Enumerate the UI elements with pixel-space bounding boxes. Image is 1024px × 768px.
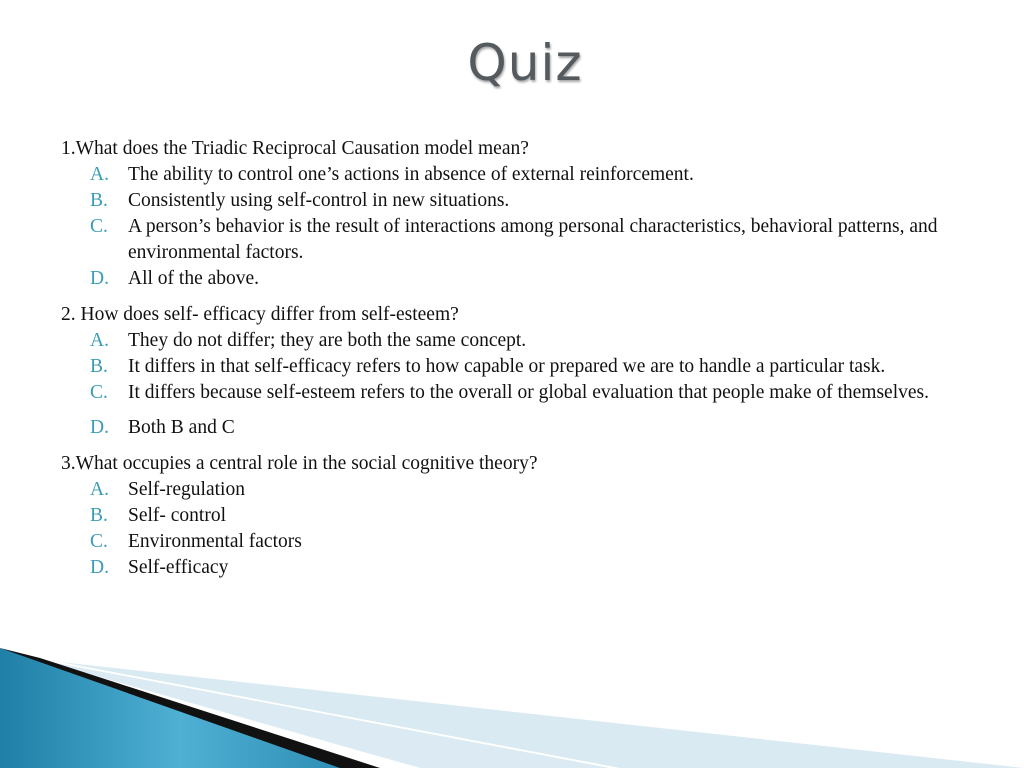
option-text: Consistently using self-control in new situations. [128,190,510,211]
option-list [61,328,971,441]
option-letter: A. [90,330,109,351]
option-text: All of the above. [128,268,260,289]
option-letter: A. [90,479,109,500]
question-block-3 [61,451,971,581]
option-letter: B. [90,356,108,377]
option-item [61,555,971,581]
option-item [61,380,971,406]
option-text: Self- control [128,505,227,526]
option-text: Both B and C [128,417,235,438]
option-list [61,477,971,581]
option-letter: B. [90,190,108,211]
option-item [61,415,971,441]
option-text: Environmental factors [128,531,302,552]
option-list [61,162,971,292]
option-letter: D. [90,417,109,438]
option-text: It differs because self-esteem refers to the overall or global evaluation that people make of themselves. [128,382,929,403]
option-letter: C. [90,531,108,552]
option-item [61,214,971,266]
question-text: 1.What does the Triadic Reciprocal Causation model mean? [61,138,529,159]
option-text: Self-efficacy [128,557,229,578]
slide-title: Quiz [467,34,583,92]
option-item [61,328,971,354]
option-text: A person’s behavior is the result of interactions among personal characteristics, behavioral patterns, and environmental factors. [128,216,938,263]
option-text: They do not differ; they are both the same concept. [128,330,527,351]
option-letter: B. [90,505,108,526]
quiz-content [61,136,971,591]
question-block-2 [61,302,971,441]
option-letter: A. [90,164,109,185]
option-item [61,188,971,214]
option-item [61,503,971,529]
question-text: 2. How does self- efficacy differ from self-esteem? [61,304,459,325]
option-item [61,529,971,555]
option-item [61,162,971,188]
question-block-1 [61,136,971,292]
option-item [61,354,971,380]
option-letter: C. [90,382,108,403]
option-letter: D. [90,557,109,578]
option-text: The ability to control one’s actions in absence of external reinforcement. [128,164,694,185]
option-letter: D. [90,268,109,289]
option-text: It differs in that self-efficacy refers to how capable or prepared we are to handle a particular task. [128,356,886,377]
option-item [61,266,971,292]
option-letter: C. [90,216,108,237]
question-text: 3.What occupies a central role in the social cognitive theory? [61,453,538,474]
option-item [61,477,971,503]
option-text: Self-regulation [128,479,245,500]
